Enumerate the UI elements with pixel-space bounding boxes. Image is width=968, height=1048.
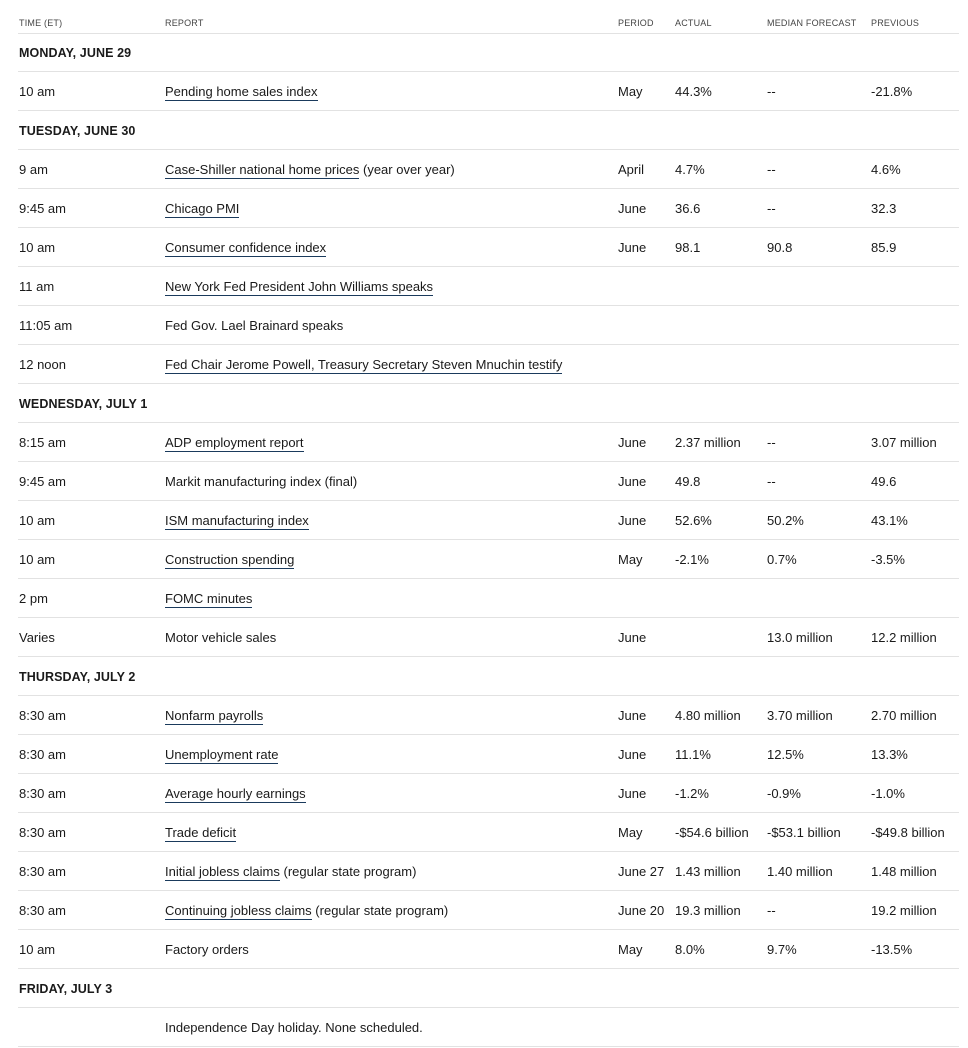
- cell-time: 8:30 am: [19, 786, 66, 801]
- table-row: [18, 501, 959, 540]
- cell-time: 10 am: [19, 552, 56, 567]
- cell-period: June: [618, 201, 647, 216]
- day-label: WEDNESDAY, JULY 1: [19, 397, 148, 411]
- table-row: [18, 540, 959, 579]
- report-link[interactable]: Initial jobless claims: [165, 864, 280, 879]
- report-label: Factory orders: [165, 942, 249, 957]
- cell-time: 11 am: [19, 279, 55, 294]
- report-label: Markit manufacturing index (final): [165, 474, 358, 489]
- cell-actual: 52.6%: [675, 513, 712, 528]
- cell-median-forecast: 9.7%: [767, 942, 797, 957]
- cell-median-forecast: 3.70 million: [767, 708, 833, 723]
- cell-report: [165, 318, 343, 334]
- report-link[interactable]: Case-Shiller national home prices: [165, 162, 360, 177]
- cell-period: June 20: [618, 903, 665, 918]
- cell-period: May: [618, 825, 643, 840]
- table-row: [18, 345, 959, 384]
- cell-time: 10 am: [19, 942, 56, 957]
- cell-report: [165, 162, 455, 178]
- cell-previous: 85.9: [871, 240, 897, 255]
- cell-previous: -1.0%: [871, 786, 905, 801]
- cell-median-forecast: -$53.1 billion: [767, 825, 841, 840]
- cell-actual: 98.1: [675, 240, 701, 255]
- cell-median-forecast: 0.7%: [767, 552, 797, 567]
- day-heading-row: [18, 969, 959, 1008]
- cell-report: [165, 591, 252, 607]
- cell-previous: 43.1%: [871, 513, 908, 528]
- cell-median-forecast: --: [767, 474, 776, 489]
- report-link[interactable]: Average hourly earnings: [165, 786, 306, 801]
- table-row: [18, 579, 959, 618]
- cell-median-forecast: --: [767, 162, 776, 177]
- cell-report: [165, 435, 304, 451]
- cell-median-forecast: 1.40 million: [767, 864, 833, 879]
- cell-report: [165, 357, 562, 373]
- cell-time: 8:15 am: [19, 435, 66, 450]
- cell-actual: 2.37 million: [675, 435, 741, 450]
- cell-time: 2 pm: [19, 591, 48, 606]
- cell-report: [165, 747, 278, 763]
- header-previous: PREVIOUS: [871, 18, 920, 28]
- cell-report: [165, 84, 318, 100]
- table-row: [18, 774, 959, 813]
- cell-median-forecast: --: [767, 903, 776, 918]
- cell-report: [165, 786, 306, 802]
- cell-time: 10 am: [19, 240, 56, 255]
- cell-time: 8:30 am: [19, 747, 66, 762]
- cell-report: [165, 1020, 423, 1036]
- cell-previous: 19.2 million: [871, 903, 937, 918]
- table-row: [18, 735, 959, 774]
- report-label: Motor vehicle sales: [165, 630, 277, 645]
- table-row: [18, 306, 959, 345]
- cell-actual: 8.0%: [675, 942, 705, 957]
- cell-actual: 44.3%: [675, 84, 712, 99]
- table-row: [18, 72, 959, 111]
- cell-report: [165, 903, 448, 919]
- cell-median-forecast: 12.5%: [767, 747, 804, 762]
- cell-previous: 4.6%: [871, 162, 901, 177]
- cell-previous: -3.5%: [871, 552, 905, 567]
- cell-previous: -21.8%: [871, 84, 913, 99]
- cell-report: [165, 708, 263, 724]
- cell-period: May: [618, 552, 643, 567]
- cell-report: [165, 513, 309, 529]
- cell-time: 8:30 am: [19, 864, 66, 879]
- report-label: Fed Gov. Lael Brainard speaks: [165, 318, 344, 333]
- cell-period: June: [618, 513, 647, 528]
- cell-period: June: [618, 240, 647, 255]
- day-label: THURSDAY, JULY 2: [19, 670, 136, 684]
- cell-actual: 4.80 million: [675, 708, 741, 723]
- day-heading-row: [18, 111, 959, 150]
- report-link[interactable]: Continuing jobless claims: [165, 903, 312, 918]
- table-row: [18, 423, 959, 462]
- cell-report: [165, 474, 357, 490]
- cell-previous: 49.6: [871, 474, 897, 489]
- report-link[interactable]: Nonfarm payrolls: [165, 708, 264, 723]
- cell-period: June: [618, 435, 647, 450]
- table-row: [18, 228, 959, 267]
- cell-time: 8:30 am: [19, 903, 66, 918]
- cell-actual: 19.3 million: [675, 903, 741, 918]
- cell-time: Varies: [19, 630, 55, 645]
- cell-report: [165, 630, 276, 646]
- report-link[interactable]: ISM manufacturing index: [165, 513, 309, 528]
- day-label: FRIDAY, JULY 3: [19, 982, 113, 996]
- cell-report: [165, 279, 433, 295]
- day-label: TUESDAY, JUNE 30: [19, 124, 136, 138]
- report-link[interactable]: New York Fed President John Williams speaks: [165, 279, 434, 294]
- cell-previous: -$49.8 billion: [871, 825, 945, 840]
- table-row: [18, 930, 959, 969]
- cell-median-forecast: 13.0 million: [767, 630, 833, 645]
- report-link[interactable]: Chicago PMI: [165, 201, 240, 216]
- cell-report: [165, 552, 294, 568]
- header-median-forecast: MEDIAN FORECAST: [767, 18, 857, 28]
- cell-period: June 27: [618, 864, 665, 879]
- report-link[interactable]: Fed Chair Jerome Powell, Treasury Secretary Steven Mnuchin testify: [165, 357, 563, 372]
- cell-period: June: [618, 747, 647, 762]
- table-row: [18, 267, 959, 306]
- cell-time: 9 am: [19, 162, 48, 177]
- cell-period: May: [618, 84, 643, 99]
- cell-median-forecast: --: [767, 201, 776, 216]
- table-row: [18, 189, 959, 228]
- cell-period: June: [618, 630, 647, 645]
- cell-previous: 12.2 million: [871, 630, 937, 645]
- header-period: PERIOD: [618, 18, 654, 28]
- cell-median-forecast: -0.9%: [767, 786, 801, 801]
- cell-previous: 3.07 million: [871, 435, 937, 450]
- table-row: [18, 618, 959, 657]
- cell-median-forecast: 50.2%: [767, 513, 804, 528]
- cell-time: 8:30 am: [19, 825, 66, 840]
- cell-report: [165, 942, 249, 958]
- cell-previous: -13.5%: [871, 942, 913, 957]
- cell-period: June: [618, 708, 647, 723]
- report-link[interactable]: ADP employment report: [165, 435, 304, 450]
- report-link[interactable]: Trade deficit: [165, 825, 237, 840]
- cell-previous: 1.48 million: [871, 864, 937, 879]
- cell-period: April: [618, 162, 645, 177]
- cell-actual: 1.43 million: [675, 864, 741, 879]
- table-row: [18, 813, 959, 852]
- cell-actual: 4.7%: [675, 162, 705, 177]
- cell-period: June: [618, 786, 647, 801]
- table-row: [18, 462, 959, 501]
- cell-time: 12 noon: [19, 357, 66, 372]
- report-link[interactable]: FOMC minutes: [165, 591, 253, 606]
- day-heading-row: [18, 657, 959, 696]
- cell-time: 11:05 am: [19, 318, 73, 333]
- cell-report: [165, 240, 326, 256]
- day-heading-row: [18, 33, 959, 72]
- table-header: [18, 0, 959, 34]
- cell-time: 9:45 am: [19, 201, 66, 216]
- day-label: MONDAY, JUNE 29: [19, 46, 132, 60]
- cell-actual: -$54.6 billion: [675, 825, 749, 840]
- table-row: [18, 852, 959, 891]
- report-link[interactable]: Construction spending: [165, 552, 295, 567]
- table-row: [18, 696, 959, 735]
- cell-report: [165, 864, 416, 880]
- cell-time: 10 am: [19, 513, 56, 528]
- cell-period: June: [618, 474, 647, 489]
- cell-report: [165, 825, 236, 841]
- day-heading-row: [18, 384, 959, 423]
- cell-time: 10 am: [19, 84, 56, 99]
- report-link[interactable]: Pending home sales index: [165, 84, 318, 99]
- report-link[interactable]: Consumer confidence index: [165, 240, 327, 255]
- cell-median-forecast: --: [767, 435, 776, 450]
- cell-median-forecast: 90.8: [767, 240, 793, 255]
- cell-previous: 32.3: [871, 201, 897, 216]
- cell-previous: 13.3%: [871, 747, 908, 762]
- report-label: Independence Day holiday. None scheduled.: [165, 1020, 423, 1035]
- cell-actual: -1.2%: [675, 786, 709, 801]
- cell-time: 8:30 am: [19, 708, 66, 723]
- cell-actual: 36.6: [675, 201, 701, 216]
- cell-report: [165, 201, 239, 217]
- table-row: [18, 891, 959, 930]
- table-row: [18, 1008, 959, 1047]
- header-actual: ACTUAL: [675, 18, 712, 28]
- cell-median-forecast: --: [767, 84, 776, 99]
- cell-previous: 2.70 million: [871, 708, 937, 723]
- report-note: (regular state program): [311, 903, 449, 918]
- cell-time: 9:45 am: [19, 474, 66, 489]
- cell-actual: -2.1%: [675, 552, 709, 567]
- cell-actual: 11.1%: [675, 747, 711, 762]
- table-row: [18, 150, 959, 189]
- cell-period: May: [618, 942, 643, 957]
- report-link[interactable]: Unemployment rate: [165, 747, 279, 762]
- header-report: REPORT: [165, 18, 204, 28]
- report-note: (regular state program): [279, 864, 417, 879]
- header-time: TIME (ET): [19, 18, 63, 28]
- cell-actual: 49.8: [675, 474, 701, 489]
- report-note: (year over year): [359, 162, 455, 177]
